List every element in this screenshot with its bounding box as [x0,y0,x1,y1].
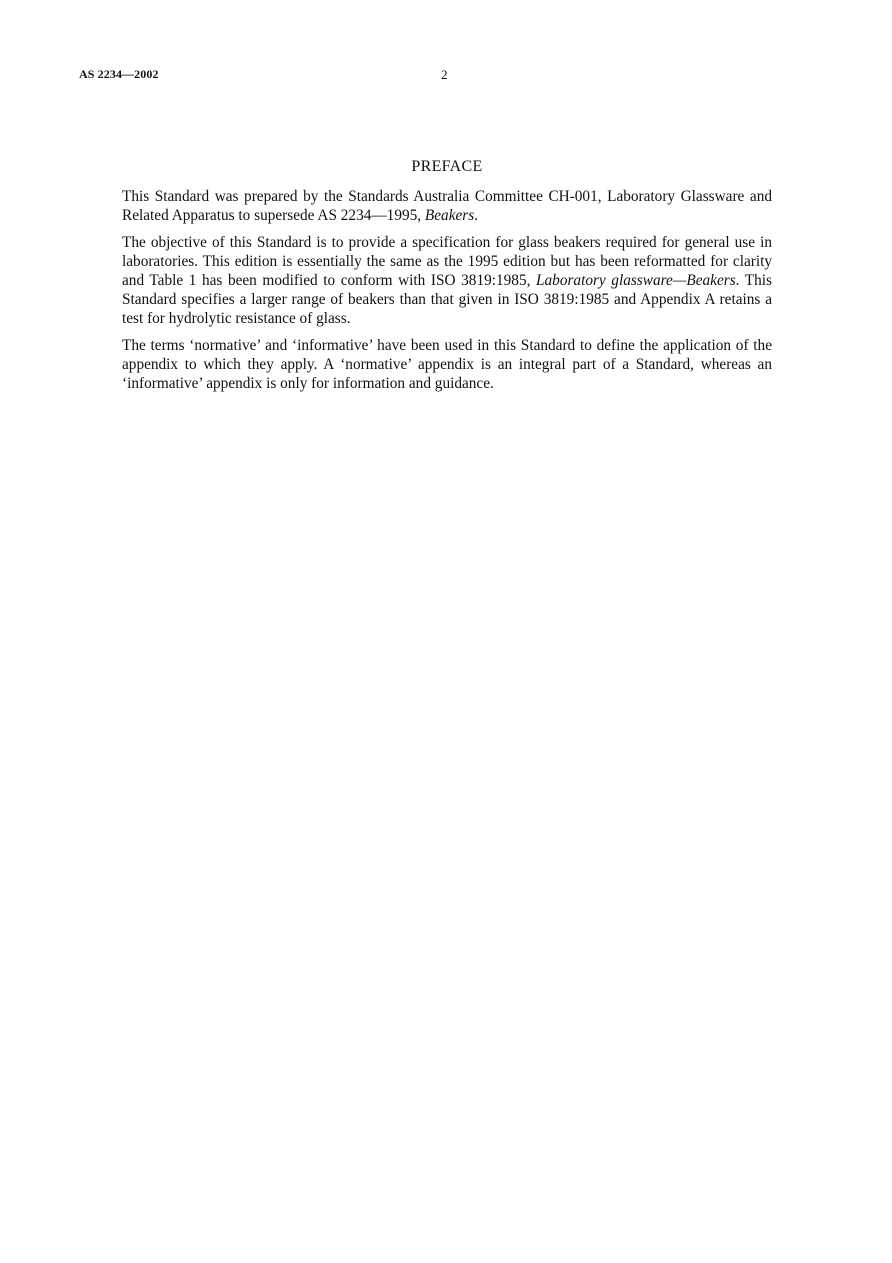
page-number: 2 [441,67,448,82]
paragraph-text: . [474,207,479,224]
document-id: AS 2234—2002 [79,67,159,81]
preface-paragraph-2 [122,233,772,328]
preface-section [122,156,772,401]
page-header [0,67,892,85]
paragraph-text: This Standard was prepared by the Standards Australia Committee CH-001, Laboratory Glassware and Related Apparatus to supersede AS 2234—1995, [122,188,772,224]
paragraph-text: . This Standard specifies a larger range of beakers than that given in ISO 3819:1985 and Appendix A retains a test for hydrolytic resistance of glass. [122,272,772,327]
standard-title-italic: Beakers [424,207,475,224]
section-title: PREFACE [411,158,483,175]
preface-paragraph-1 [122,187,772,225]
standard-title-italic: Laboratory glassware—Beakers [536,272,736,289]
preface-paragraph-3: The terms ‘normative’ and ‘informative’ have been used in this Standard to define the application of the appendix to which they apply. A ‘normative’ appendix is an integral part of a Standard, whereas an ‘informative’ appendix is only for information and guidance. [122,337,772,392]
paragraph-text: The objective of this Standard is to provide a specification for glass beakers required for general use in laboratories. This edition is essentially the same as the 1995 edition but has been reformatted for clarity and Table 1 has been modified to conform with ISO 3819:1985, [122,234,772,289]
